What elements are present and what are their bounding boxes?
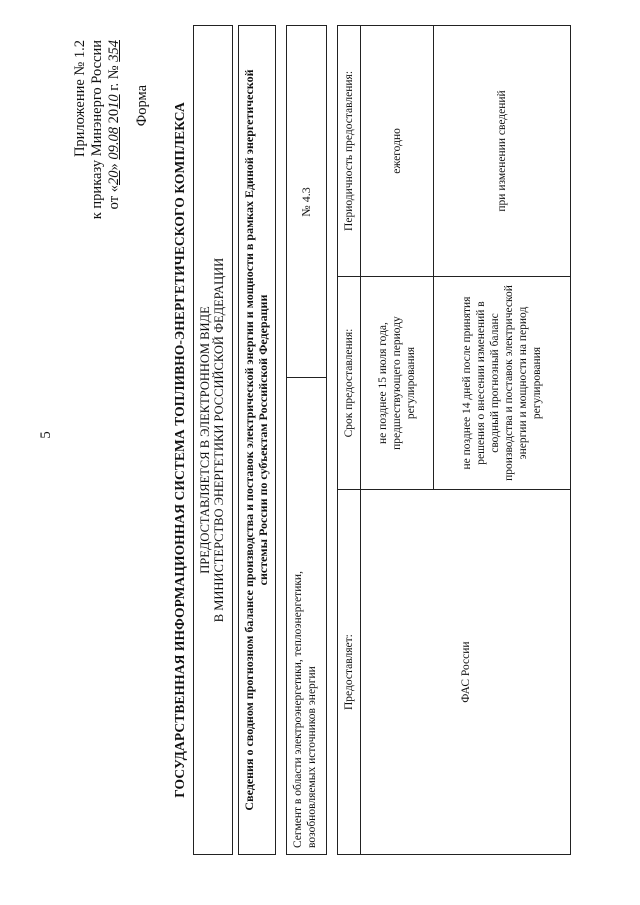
main-title: ГОСУДАРСТВЕННАЯ ИНФОРМАЦИОННАЯ СИСТЕМА ТОПЛИВНО-ЭНЕРГЕТИЧЕСКОГО КОМПЛЕКСА <box>172 102 187 798</box>
frequency-cell-1: ежегодно <box>361 26 434 277</box>
submission-table <box>337 25 571 855</box>
appendix-date-prefix: от « <box>106 185 122 210</box>
form-label: Форма <box>134 85 150 127</box>
provider-cell: ФАС России <box>361 490 571 855</box>
page-number: 5 <box>38 431 54 439</box>
appendix-date-sep2: 20 <box>106 108 122 128</box>
appendix-date-month: 09.08 <box>106 127 122 160</box>
submission-text <box>194 26 226 854</box>
header-provider: Предоставляет: <box>338 490 361 855</box>
submission-box <box>193 25 233 855</box>
appendix-line-3 <box>106 40 123 300</box>
table-header-row <box>338 26 361 855</box>
header-frequency: Периодичность предоставления: <box>338 26 361 277</box>
deadline-cell-2: не позднее 14 дней после принятия решения о внесении изменений в сводный прогнозный баланс производства и поставок электрической энергии и мощности на период регулирования <box>433 276 570 489</box>
appendix-line-1: Приложение № 1.2 <box>72 40 88 158</box>
deadline-cell-1: не позднее 15 июля года, предшествующего периоду регулирования <box>361 276 434 489</box>
report-title <box>239 26 270 854</box>
appendix-line-2: к приказу Минэнерго России <box>89 40 105 220</box>
appendix-order-number: 354 <box>106 40 122 62</box>
report-title-box <box>238 25 276 855</box>
report-title-line-2: системы России по субъектам Российской Федерации <box>256 294 270 586</box>
submission-line-1: ПРЕДОСТАВЛЯЕТСЯ В ЭЛЕКТРОННОМ ВИДЕ <box>198 306 212 574</box>
header-deadline: Срок предоставления: <box>338 276 361 489</box>
segment-box <box>286 25 327 855</box>
table-row <box>361 26 434 855</box>
report-title-line-1: Сведения о сводном прогнозном балансе производства и поставок электрической энергии и мощности в рамках Единой энергетической <box>242 69 256 811</box>
submission-line-2: В МИНИСТЕРСТВО ЭНЕРГЕТИКИ РОССИЙСКОЙ ФЕДЕРАЦИИ <box>212 257 226 623</box>
appendix-date-sep1: » <box>106 159 122 171</box>
appendix-date-year: 10 <box>106 94 122 109</box>
appendix-block <box>72 40 123 300</box>
appendix-date-sep3: г. № <box>106 61 122 95</box>
segment-text: Сегмент в области электроэнергетики, теплоэнергетики, возобновляемых источников энергии <box>292 571 318 848</box>
form-number: № 4.3 <box>299 187 313 217</box>
appendix-date-day: 20 <box>106 170 122 186</box>
frequency-cell-2: при изменении сведений <box>433 26 570 277</box>
